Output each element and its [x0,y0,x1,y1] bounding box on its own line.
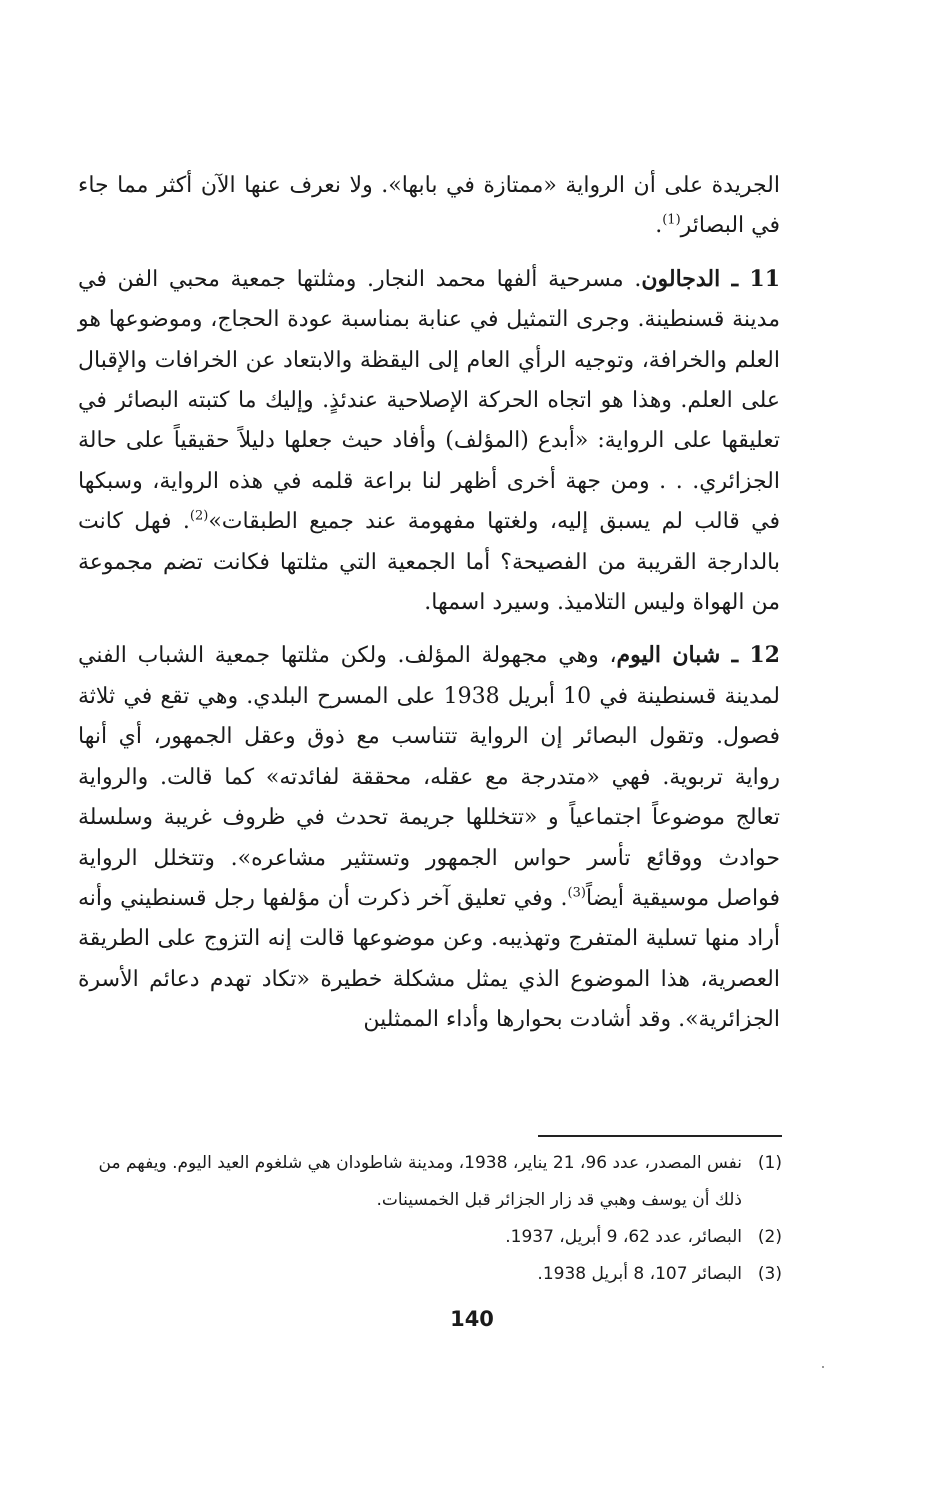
paragraph-tail: . فهل كانت بالدارجة القريبة من الفصيحة؟ أما الجمعية التي مثلتها فكانت تضم مجموعة من الهواة وليس التلاميذ. وسيرد اسمها. [78,509,780,616]
item-heading-11: 11 ـ الدجالون [641,265,781,292]
paragraph-end: . [655,213,663,239]
footnote-2 [78,1219,782,1256]
scan-speck [822,1366,824,1368]
footnotes [78,1145,782,1293]
footnote-separator [538,1135,782,1137]
footnote-ref-1: (1) [662,213,681,229]
page-number: 140 [450,1307,494,1331]
paragraph-item-12 [78,635,780,1040]
footnote-number: (1) [757,1153,782,1173]
footnote-text: البصائر 107، 8 أبريل 1938. [537,1264,742,1284]
paragraph-text: ، وهي مجهولة المؤلف. ولكن مثلتها جمعية الشباب الفني لمدينة قسنطينة في 10 أبريل 1938 على المسرح البلدي. وهي تقع في ثلاثة فصول. وتقول البصائر إن الرواية تتناسب مع ذوق وعقل الجمهور، أي أنها رواية تربوية. فهي «متدرجة مع عقله، محققة لفائدته» كما قالت. والرواية تعالج موضوعاً اجتماعياً و «تتخللها جريمة تحدث في ظروف غريبة وسلسلة حوادث ووقائع تأسر حواس الجمهور وتستثير مشاعره». وتتخلل الرواية فواصل موسيقية أيضاً [78,643,780,911]
footnote-ref-2: (2) [189,508,209,524]
footnote-3 [78,1256,782,1293]
main-text [78,166,780,1041]
footnote-text: نفس المصدر، عدد 96، 21 يناير، 1938، ومدينة شاطودان هي شلغوم العيد اليوم. ويفهم من ذلك أن يوسف وهبي قد زار الجزائر قبل الخمسينات. [98,1153,742,1210]
paragraph-tail: . وفي تعليق آخر ذكرت أن مؤلفها رجل قسنطيني وأنه أراد منها تسلية المتفرج وتهذيبه. وعن موضوعها قالت إنه التزوج على الطريقة العصرية، هذا الموضوع الذي يمثل مشكلة خطيرة «تكاد تهدم دعائم الأسرة الجزائرية». وقد أشادت بحوارها وأداء الممثلين [78,885,780,1033]
paragraph-continuation [78,166,780,247]
paragraph-text: الجريدة على أن الرواية «ممتازة في بابها». ولا نعرف عنها الآن أكثر مما جاء في البصائر [78,173,780,239]
footnote-text: البصائر، عدد 62، 9 أبريل، 1937. [505,1227,742,1247]
footnote-number: (2) [757,1227,782,1247]
paragraph-text: . مسرحية ألفها محمد النجار. ومثلتها جمعية محبي الفن في مدينة قسنطينة. وجرى التمثيل في عنابة بمناسبة عودة الحجاج، وموضوعها هو العلم والخرافة، وتوجيه الرأي العام إلى اليقظة والابتعاد عن الخرافات والإقبال على العلم. وهذا هو اتجاه الحركة الإصلاحية عندئذٍ. وإليك ما كتبته البصائر في تعليقها على الرواية: «أبدع (المؤلف) وأفاد حيث جعلها دليلاً حقيقياً على حالة الجزائري. . . ومن جهة أخرى أظهر لنا براعة قلمه في هذه الرواية، وسبكها في قالب لم يسبق إليه، ولغتها مفهومة عند جميع الطبقات» [78,266,780,535]
footnote-1 [78,1145,782,1219]
item-heading-12: 12 ـ شبان اليوم [616,642,780,669]
footnote-ref-3: (3) [567,885,586,901]
footnote-number: (3) [757,1264,782,1284]
paragraph-item-11 [78,259,780,624]
